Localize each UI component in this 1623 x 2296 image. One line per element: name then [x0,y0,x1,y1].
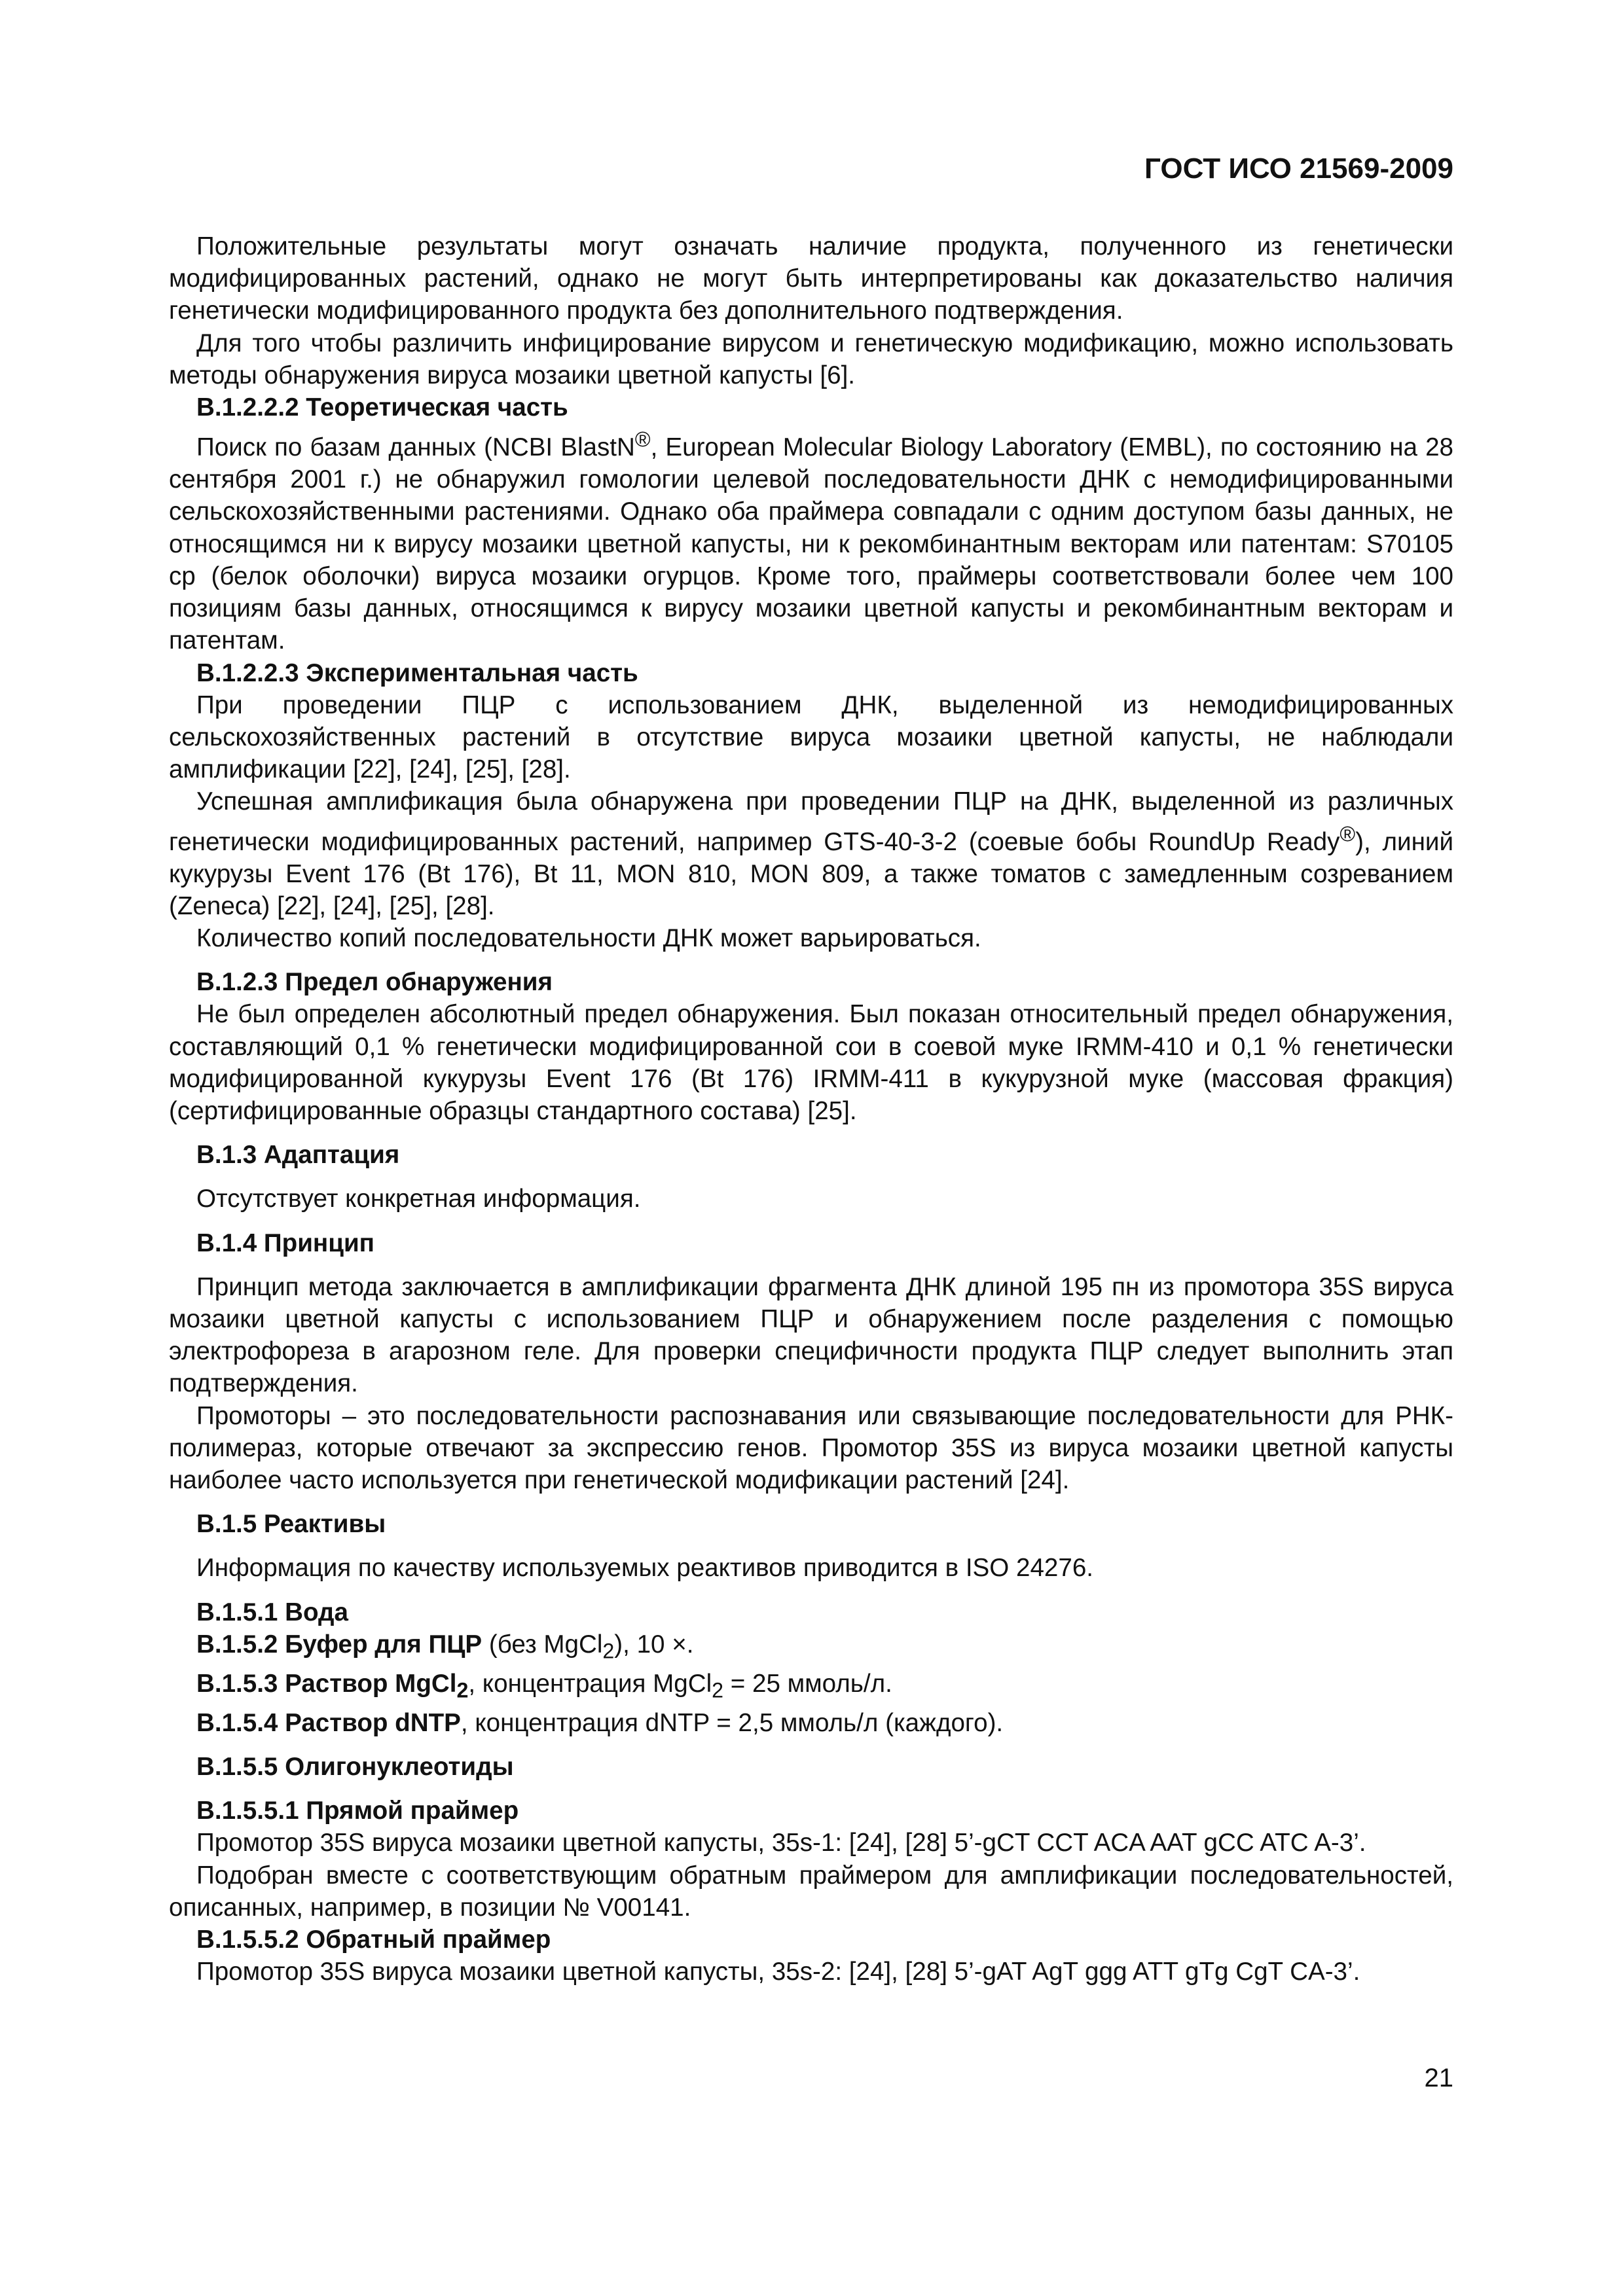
section-heading-b15: В.1.5 Реактивы [196,1510,386,1539]
text-run: ), 10 ×. [614,1630,694,1659]
section-heading-b1552: В.1.5.5.2 Обратный праймер [196,1925,551,1954]
paragraph: Положительные результаты могут означать наличие продукта, полученного из генетически модифицированных растений, однако не могут быть интерпретированы как доказательство наличия генетически модифицированного продукта без дополнительного подтверждения. [169,232,1453,325]
paragraph: Для того чтобы различить инфицирование вирусом и генетическую модификацию, можно использовать методы обнаружения вируса мозаики цветной капусты [6]. [169,329,1453,389]
reagent-line-b152 [169,1628,1453,1668]
paragraph: Принцип метода заключается в амплификации фрагмента ДНК длиной 195 пн из промотора 35S вируса мозаики цветной капусты с использованием ПЦР и обнаружением после разделения с помощью электрофореза в агарозном геле. Для проверки специфичности продукта ПЦР следует выполнить этап подтверждения. [169,1272,1453,1398]
text-run: , концентрация MgCl [468,1669,712,1698]
registered-mark: ® [1340,821,1356,846]
page-number: 21 [1424,2064,1453,2092]
paragraph: Отсутствует конкретная информация. [196,1185,641,1213]
section-heading-b1223: В.1.2.2.3 Экспериментальная часть [196,658,638,687]
subscript: 2 [602,1639,615,1663]
paragraph: Информация по качеству используемых реактивов приводится в ISO 24276. [196,1554,1094,1583]
section-heading-b13: В.1.3 Адаптация [196,1141,400,1170]
paragraph: Промотор 35S вируса мозаики цветной капусты, 35s-2: [24], [28] 5’-gAT AgT ggg ATT gTg CgT CA-3’. [196,1958,1360,1986]
section-heading-b155: В.1.5.5 Олигонуклеотиды [196,1752,514,1781]
text-run: (без MgCl [482,1630,603,1659]
reagent-title: В.1.5.4 Раствор dNTP [196,1708,461,1737]
section-heading-b123: В.1.2.3 Предел обнаружения [196,968,553,997]
text-run: Успешная амплификация была обнаружена при проведении ПЦР на ДНК, выделенной из различных генетически модифицированных растений, например GTS-40-3-2 (соевые бобы RoundUp Ready [169,787,1453,856]
subscript: 2 [712,1678,724,1702]
paragraph: Не был определен абсолютный предел обнаружения. Был показан относительный предел обнаружения, составляющий 0,1 % генетически модифицированной сои в соевой муке IRMM-410 и 0,1 % генетически модифицированной кукурузы Event 176 (Bt 176) IRMM-411 в кукурузной муке (массовая фракция) (сертифицированные образцы стандартного состава) [25]. [169,1000,1453,1125]
reagent-title: В.1.5.2 Буфер для ПЦР [196,1630,483,1659]
paragraph: Подобран вместе с соответствующим обратным праймером для амплификации последовательностей, описанных, например, в позиции № V00141. [169,1861,1453,1922]
text-run: В.1.5.3 Раствор MgCl [196,1669,457,1698]
document-header-code: ГОСТ ИСО 21569-2009 [1144,152,1453,185]
paragraph [169,423,1453,656]
paragraph: Количество копий последовательности ДНК может варьироваться. [196,924,981,952]
document-body [169,230,1453,1988]
paragraph: При проведении ПЦР с использованием ДНК, выделенной из немодифицированных сельскохозяйственных растений в отсутствие вируса мозаики цветной капусты, не наблюдали амплификации [22], [24], [25], [28]. [169,691,1453,784]
paragraph: Промоторы – это последовательности распознавания или связывающие последовательности для РНК-полимераз, которые отвечают за экспрессию генов. Промотор 35S из вируса мозаики цветной капусты наиболее часто используется при генетической модификации растений [24]. [169,1401,1453,1495]
section-heading-b14: В.1.4 Принцип [196,1229,374,1257]
paragraph: Промотор 35S вируса мозаики цветной капусты, 35s-1: [24], [28] 5’-gCT CCT ACA AAT gCC ATC A-3’. [196,1829,1366,1857]
text-run: , European Molecular Biology Laboratory (EMBL), по состоянию на 28 сентября 2001 г.) не обнаружил гомологии целевой последовательности ДНК с немодифицированными сельскохозяйственными растениями. Однако оба праймера совпадали с одним доступом базы данных, не относящимся ни к вирусу мозаики цветной капусты, ни к рекомбинантным векторам или патентам: S70105 ср (белок оболочки) вируса мозаики огурцов. Кроме того, праймеры соответствовали более чем 100 позициям базы данных, относящимся к вирусу мозаики цветной капусты и рекомбинантным векторам и патентам. [169,433,1453,655]
reagent-line-b154 [169,1707,1453,1739]
section-heading-b1551: В.1.5.5.1 Прямой праймер [196,1797,519,1825]
text-run: Поиск по базам данных (NCBI BlastN [196,433,635,462]
reagent-line-b153 [169,1668,1453,1707]
text-run: ), линий кукурузы Event 176 (Bt 176), Bt 11, MON 810, MON 809, а также томатов с замедленным созреванием (Zeneca) [22], [24], [25], [28]. [169,827,1454,920]
subscript: 2 [456,1678,469,1702]
section-heading-b151: В.1.5.1 Вода [196,1598,348,1626]
paragraph [169,785,1453,922]
text-run: = 25 ммоль/л. [723,1669,892,1698]
section-heading-b1222: В.1.2.2.2 Теоретическая часть [196,393,568,422]
text-run: , концентрация dNTP = 2,5 ммоль/л (каждого). [460,1708,1004,1737]
registered-mark: ® [634,427,651,452]
reagent-title [196,1669,469,1702]
